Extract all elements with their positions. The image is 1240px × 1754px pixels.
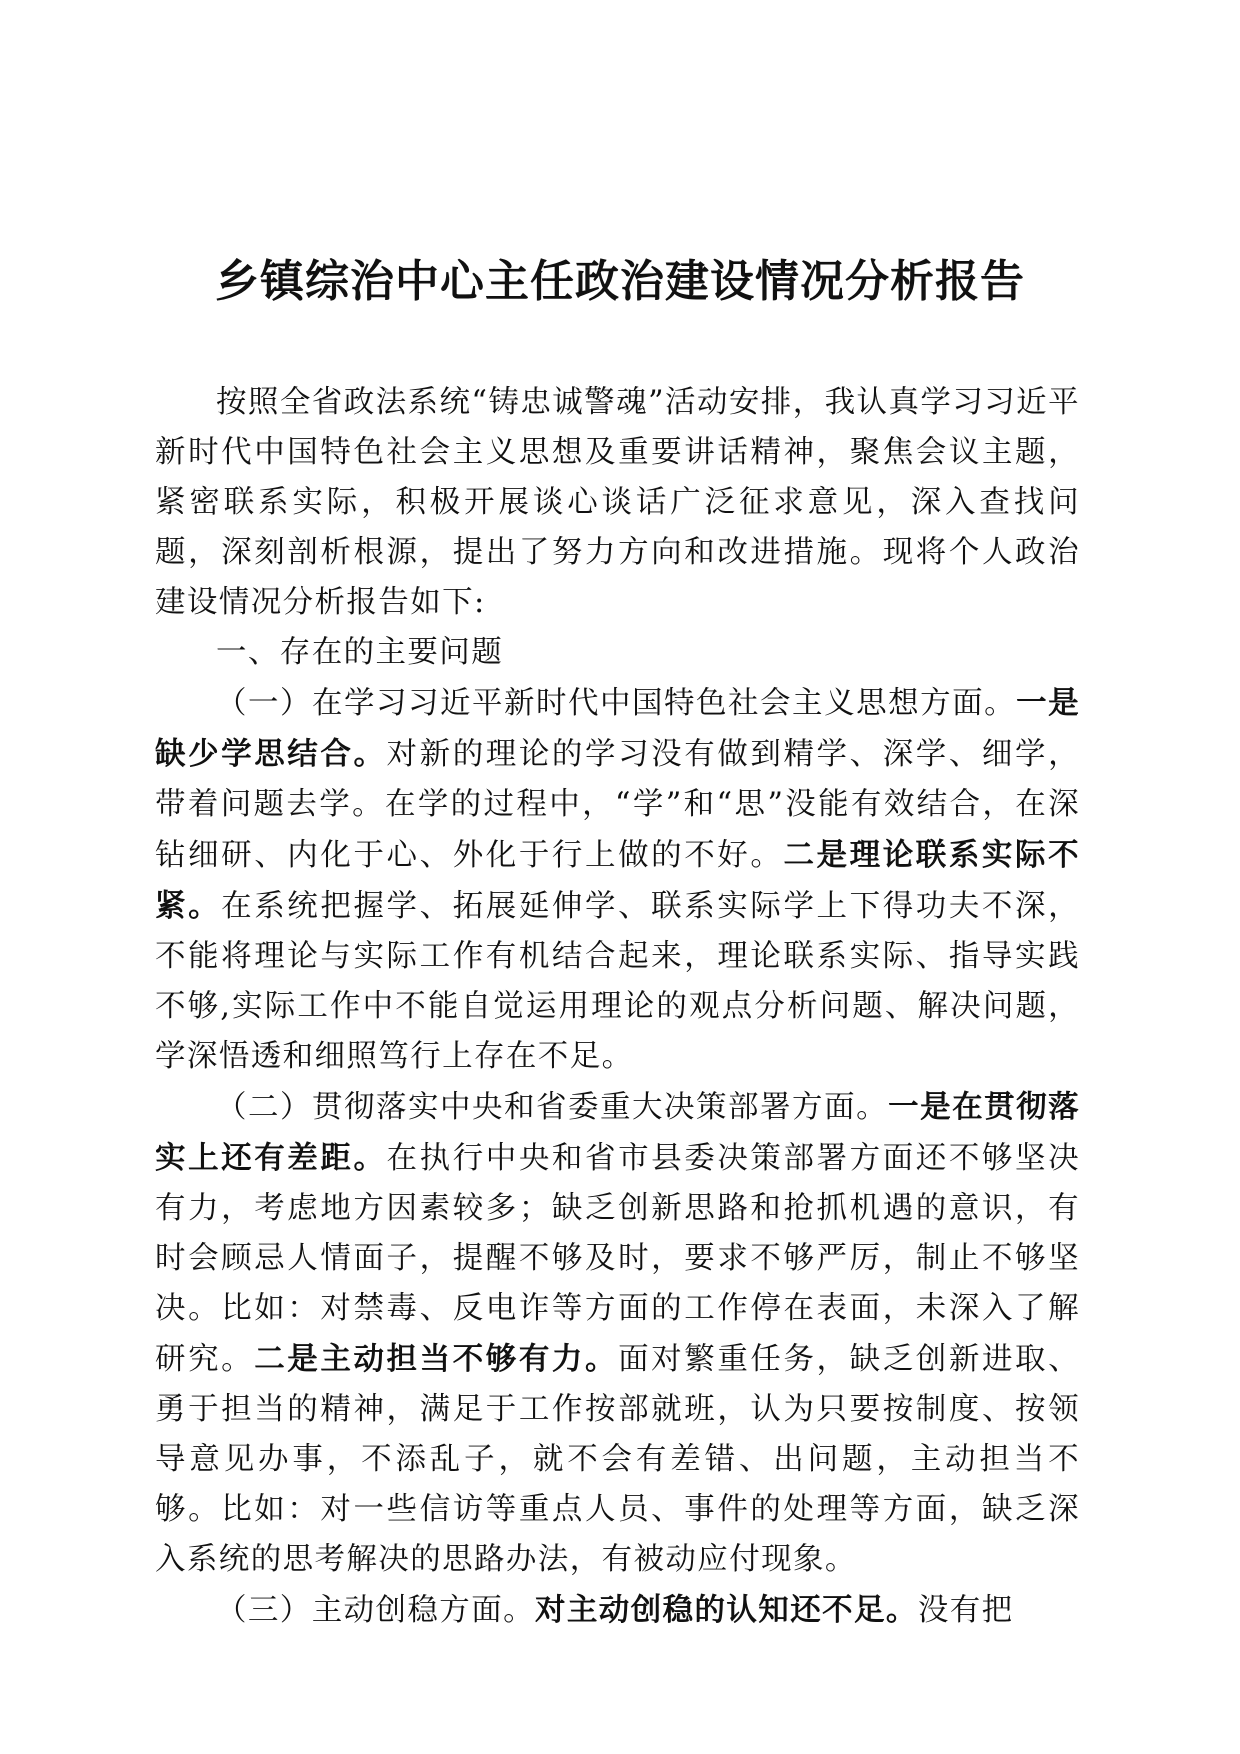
- paragraph-stability: [155, 1585, 1080, 1636]
- bold-point: 对主动创稳的认知还不足。: [535, 1592, 918, 1628]
- document-title: 乡镇综治中心主任政治建设情况分析报告: [215, 256, 1025, 307]
- paragraph-text: 在系统把握学、拓展延伸学、联系实际学上下得功夫不深，不能将理论与实际工作有机结合起来，理论联系实际、指导实践不够,实际工作中不能自觉运用理论的观点分析问题、解决问题，学深悟透和细照笃行上存在不足。: [155, 889, 1080, 1074]
- paragraph-lead: （三）主动创稳方面。: [216, 1593, 535, 1628]
- bold-point: 二是理论联系实际不紧。: [155, 837, 1080, 924]
- bold-point: 二是主动担当不够有力。: [254, 1341, 619, 1377]
- section-heading: 一、存在的主要问题: [216, 635, 504, 670]
- paragraph-text: 没有把: [917, 1593, 1014, 1628]
- paragraph-text: 对新的理论的学习没有做到精学、深学、细学，带着问题去学。在学的过程中，“学”和“思”没能有效结合，在深钻细研、内化于心、外化于行上做的不好。: [155, 737, 1080, 873]
- paragraph-lead: （一）在学习习近平新时代中国特色社会主义思想方面。: [216, 686, 1017, 721]
- paragraph-study-theory: [155, 678, 1080, 1082]
- paragraph-text: 面对繁重任务，缺乏创新进取、勇于担当的精神，满足于工作按部就班，认为只要按制度、按领导意见办事，不添乱子，就不会有差错、出问题，主动担当不够。比如：对一些信访等重点人员、事件的处理等方面，缺乏深入系统的思考解决的思路办法，有被动应付现象。: [155, 1342, 1080, 1577]
- intro-paragraph: 按照全省政法系统“铸忠诚警魂”活动安排，我认真学习习近平新时代中国特色社会主义思想及重要讲话精神，聚焦会议主题，紧密联系实际，积极开展谈心谈话广泛征求意见，深入查找问题，深刻剖析根源，提出了努力方向和改进措施。现将个人政治建设情况分析报告如下:: [155, 385, 1080, 620]
- bold-point: 一是在贯彻落实上还有差距。: [155, 1089, 1080, 1176]
- bold-point: 一是缺少学思结合。: [155, 685, 1080, 772]
- paragraph-implementation: [155, 1082, 1080, 1585]
- paragraph-lead: （二）贯彻落实中央和省委重大决策部署方面。: [216, 1090, 889, 1125]
- paragraph-text: 在执行中央和省市县委决策部署方面还不够坚决有力，考虑地方因素较多；缺乏创新思路和抢抓机遇的意识，有时会顾忌人情面子，提醒不够及时，要求不够严厉，制止不够坚决。比如：对禁毒、反电诈等方面的工作停在表面，未深入了解研究。: [155, 1141, 1080, 1377]
- document-body: [155, 378, 1080, 1636]
